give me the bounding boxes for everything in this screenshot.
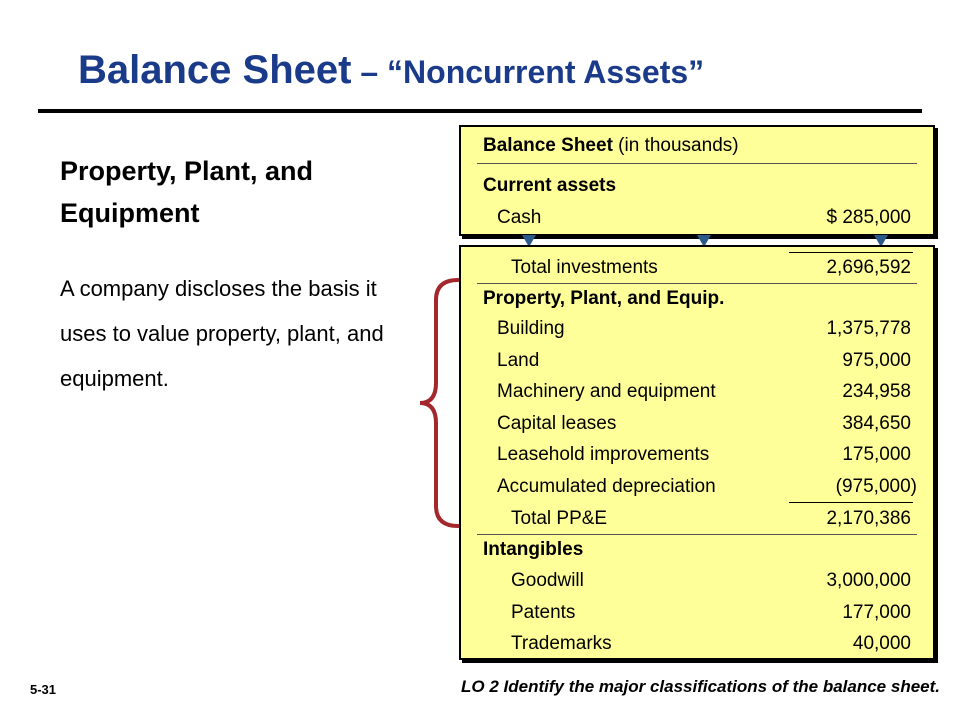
learning-objective: LO 2 Identify the major classifications of the balance sheet.	[461, 677, 940, 696]
ppe-item-row	[461, 346, 933, 376]
total-investments-value: 2,696,592	[826, 257, 911, 278]
intangible-item-label: Goodwill	[511, 570, 584, 591]
intangible-item-row	[461, 629, 933, 659]
title-rule	[38, 109, 922, 113]
ppe-item-row	[461, 440, 933, 470]
ppe-item-value: 384,650	[842, 413, 911, 434]
ppe-item-value: (975,000)	[835, 476, 917, 497]
intangible-item-label: Patents	[511, 602, 576, 623]
slide-number: 5-31	[30, 682, 57, 697]
ppe-item-row	[461, 472, 933, 502]
ppe-item-label: Leasehold improvements	[497, 444, 710, 465]
intangible-item-row	[461, 566, 933, 596]
total-investments-row	[461, 253, 933, 283]
current-assets-row	[461, 171, 933, 201]
sheet-header-note: (in thousands)	[612, 135, 739, 156]
intangible-item-label: Trademarks	[511, 633, 612, 654]
ppe-item-value: 175,000	[842, 444, 911, 465]
sheet-header-row	[461, 131, 933, 161]
intangibles-heading-row	[461, 535, 933, 565]
total-ppe-row	[461, 504, 933, 534]
section-body: A company discloses the basis it uses to value property, plant, and equipment.	[60, 276, 384, 391]
divider	[477, 163, 917, 164]
ppe-item-row	[461, 377, 933, 407]
ppe-item-label: Land	[497, 350, 540, 371]
balance-sheet-header-panel	[459, 125, 935, 236]
sheet-header-title: Balance Sheet	[483, 135, 613, 156]
cash-value: $ 285,000	[826, 207, 911, 228]
ppe-item-label: Building	[497, 318, 565, 339]
cash-label: Cash	[497, 207, 542, 228]
total-ppe-value: 2,170,386	[826, 508, 911, 529]
intangible-item-row	[461, 598, 933, 628]
total-investments-label: Total investments	[511, 257, 658, 278]
intangible-item-value: 177,000	[842, 602, 911, 623]
intangible-item-value: 40,000	[852, 633, 911, 654]
underline	[789, 502, 913, 503]
ppe-item-row	[461, 409, 933, 439]
current-assets-label: Current assets	[483, 175, 617, 196]
intangibles-heading: Intangibles	[483, 539, 584, 560]
section-heading: Property, Plant, and Equipment	[60, 156, 314, 228]
curly-brace-icon	[410, 276, 460, 530]
ppe-heading-row	[461, 284, 933, 314]
ppe-item-value: 234,958	[842, 381, 911, 402]
ppe-item-row	[461, 314, 933, 344]
title-sub: – “Noncurrent Assets”	[351, 54, 705, 90]
slide-title	[78, 48, 704, 93]
ppe-item-label: Machinery and equipment	[497, 381, 716, 402]
title-main: Balance Sheet	[78, 48, 352, 92]
ppe-item-label: Capital leases	[497, 413, 617, 434]
cash-row	[461, 203, 933, 233]
ppe-item-value: 1,375,778	[826, 318, 911, 339]
ppe-item-value: 975,000	[842, 350, 911, 371]
ppe-item-label: Accumulated depreciation	[497, 476, 716, 497]
total-ppe-label: Total PP&E	[511, 508, 608, 529]
noncurrent-assets-panel	[459, 245, 935, 660]
ppe-heading: Property, Plant, and Equip.	[483, 288, 725, 309]
intangible-item-value: 3,000,000	[826, 570, 911, 591]
